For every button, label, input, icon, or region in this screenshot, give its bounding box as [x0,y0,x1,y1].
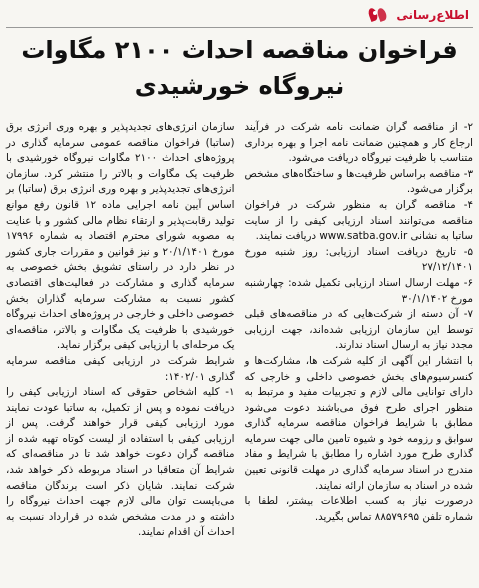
paragraph: سازمان انرژی‌های تجدیدپذیر و بهره وری انرژی برق (ساتبا) فراخوان مناقصه عمومی سرمایه گذاری در پروژه‌های احداث ۲۱۰۰ مگاوات نیروگاه خورشیدی با ظرفیت یک مگاوات و بالاتر را منتشر کرد. سازمان انرژی‌های تجدیدپذیر و بهره وری انرژی برق (ساتبا) بر اساس آیین نامه اجرایی ماده ۱۲ قانون رفع موانع تولید رقابت‌پذیر و ارتقاء نظام مالی کشور و با عنایت به مصوبه شورای محترم اقتصاد به شماره ۱۷۹۹۶ مورخ ۲۰/۱/۱۴۰۱ و نیز قوانین و مقررات جاری کشور در نظر دارد در راستای تشویق بخش خصوصی به سرمایه گذاری و مشارکت در فعالیت‌های اقتصادی کشور نسبت به مشارکت سرمایه گذاران بخش خصوصی داخلی و خارجی در پروژه‌های احداث نیروگاه خورشیدی با ظرفیت یک مگاوات و بالاتر، مناقصه‌ای یک مرحله‌ای با ارزیابی کیفی برگزار نماید. [6,121,235,352]
title-line-1: فراخوان مناقصه احداث ۲۱۰۰ مگاوات [21,36,458,64]
article-body [6,120,473,582]
header-divider [6,27,473,28]
paragraph: ۵- تاریخ دریافت اسناد ارزیابی: روز شنبه مورخ ۲۷/۱۲/۱۴۰۱ [244,245,473,274]
right-column [6,120,235,582]
paragraph: ۴- مناقصه گران به منظور شرکت در فراخوان مناقصه می‌توانند اسناد ارزیابی کیفی را از سایت ساتبا به نشانی www.satba.gov.ir دریافت نمایند. [244,198,473,243]
header [368,6,469,24]
paragraph: ۷- آن دسته از شرکت‌هایی که در مناقصه‌های قبلی توسط این سازمان ارزیابی شده‌اند، جهت ارزیابی مجدد نیاز به ارسال اسناد ندارند. [244,308,473,352]
paragraph: با انتشار این آگهی از کلیه شرکت ها، مشارکت‌ها و کنسرسیوم‌های بخش خصوصی داخلی و خارجی که دارای توانایی مالی لازم و تجربیات مفید و مرتبط به منظور اجرای طرح فوق می‌باشند دعوت می‌شود مطابق با شرایط فراخوان مناقصه سرمایه گذاری سوابق و رزومه خود و شیوه تامین مالی جهت سرمایه گذاری طرح مورد اشاره را مطابق با شرایط و مفاد مندرج در اسناد سرمایه گذاری در مهلت قانونی تعیین شده در اسناد به سازمان ارائه نمایند. [244,354,473,492]
paragraph: شرایط شرکت در ارزیابی کیفی مناقصه سرمایه گذاری ۱۴۰۲/۰۱: [6,354,235,383]
paragraph: ۳- مناقصه براساس ظرفیت‌ها و ساختگاه‌های مشخص برگزار می‌شود. [244,167,473,196]
paragraph: ۲- از مناقصه گران ضمانت نامه شرکت در فرآیند ارجاع کار و همچنین ضمانت نامه اجرا و بهره برداری متناسب با ظرفیت نیروگاه دریافت می‌شود. [244,121,473,165]
paragraph: درصورت نیاز به کسب اطلاعات بیشتر، لطفا با شماره تلفن ۸۸۵۷۹۶۹۵ تماس بگیرید. [244,495,473,523]
title-line-2: نیروگاه خورشیدی [134,72,345,100]
double-pin-logo-icon [368,6,390,24]
paragraph: ۶- مهلت ارسال اسناد ارزیابی تکمیل شده: چهارشنبه مورخ ۳۰/۱/۱۴۰۲ [244,276,473,305]
page-title [0,32,479,104]
left-column [245,120,474,582]
paragraph: ۱- کلیه اشخاص حقوقی که اسناد ارزیابی کیفی را دریافت نموده و پس از تکمیل، به ساتبا عودت نمایند مورد ارزیابی کیفی قرار خواهند گرفت. پس از ارزیابی کیفی با استفاده از لیست کوتاه تهیه شده از مناقصه گران دعوت خواهد شد تا در مناقصه‌ای که شرایط آن متعاقبا در اسناد مربوطه ذکر خواهد شد، شرکت نمایند. شایان ذکر است برندگان مناقصه می‌بایست توان مالی لازم جهت احداث نیروگاه را داشته و در مدت مشخص شده در قرارداد نسبت به احداث آن اقدام نمایند. [6,386,235,539]
brand-label: اطلاع‌رسانی [396,8,469,22]
